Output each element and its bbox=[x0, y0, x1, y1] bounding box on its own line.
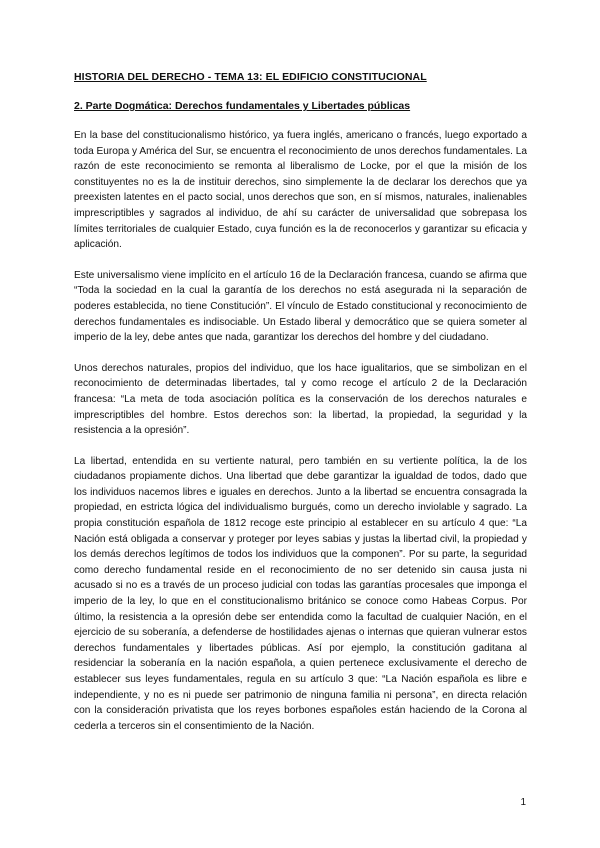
paragraph-4: La libertad, entendida en su vertiente natural, pero también en su vertiente política, la de los ciudadanos propiamente dichos. Una libertad que debe garantizar la igualdad de todos, dado que los individuos nacemos libres e iguales en derechos. Junto a la libertad se encuentra consagrada la propiedad, en estricta lógica del individualismo burgués, como un derecho inviolable y sagrado. La propia constitución española de 1812 recoge este principio al establecer en su artículo 4 que: “La Nación está obligada a conservar y proteger por leyes sabias y justas la libertad civil, la propiedad y los demás derechos legítimos de todos los individuos que la componen”. Por su parte, la seguridad como derecho fundamental reside en el reconocimiento de no ser detenido sin causa justa ni acusado si no es a través de un proceso judicial con todas las garantías procesales que imponga el imperio de la ley, lo que en el constitucionalismo británico se conoce como Habeas Corpus. Por último, la resistencia a la opresión debe ser entendida como la facultad de cualquier Nación, en el ejercicio de su soberanía, a defenderse de hostilidades ajenas o internas que quieran vulnerar estos derechos fundamentales y libertades públicas. Así por ejemplo, la constitución gaditana al residenciar la soberanía en la nación española, a quien pertenece exclusivamente el derecho de establecer sus leyes fundamentales, regula en su artículo 3 que: “La Nación española es libre e independiente, y no es ni puede ser patrimonio de ninguna familia ni persona”, en directa relación con la consideración privatista que los reyes borbones españoles están haciendo de la Corona al cederla a terceros sin el consentimiento de la Nación. bbox=[74, 455, 527, 732]
paragraph-1: En la base del constitucionalismo histórico, ya fuera inglés, americano o francés, luego exportado a toda Europa y América del Sur, se encuentra el reconocimiento de unos derechos fundamentales. La razón de este reconocimiento se remonta al liberalismo de Locke, por el que la misión de los constituyentes no es la de instituir derechos, sino simplemente la de declarar los derechos que ya preexisten latentes en el pacto social, unos derechos que son, en sí mismos, naturales, inalienables imprescriptibles y sagrados al individuo, de ahí su carácter de universalidad que sobrepasa los límites territoriales de cualquier Estado, cuya función es la de reconocerlos y garantizar su eficacia y aplicación. bbox=[74, 130, 527, 251]
document-title: HISTORIA DEL DERECHO - TEMA 13: EL EDIFICIO CONSTITUCIONAL bbox=[74, 71, 427, 83]
paragraph-3: Unos derechos naturales, propios del individuo, que los hace igualitarios, que se simbolizan en el reconocimiento de determinadas libertades, tal y como recoge el artículo 2 de la Declaración francesa: “La meta de toda asociación política es la conservación de los derechos naturales e imprescriptibles del hombre. Estos derechos son: la libertad, la propiedad, la seguridad y la resistencia a la opresión”. bbox=[74, 362, 527, 437]
paragraph-2: Este universalismo viene implícito en el artículo 16 de la Declaración francesa, cuando se afirma que “Toda la sociedad en la cual la garantía de los derechos no está asegurada ni la separación de poderes establecida, no tiene Constitución”. El vínculo de Estado constitucional y reconocimiento de derechos fundamentales es indisociable. Un Estado liberal y democrático que se quiera someter al imperio de la ley, debe antes que nada, garantizar los derechos del hombre y del ciudadano. bbox=[74, 269, 527, 344]
section-heading: 2. Parte Dogmática: Derechos fundamentales y Libertades públicas bbox=[74, 100, 411, 112]
page-number: 1 bbox=[520, 797, 526, 808]
